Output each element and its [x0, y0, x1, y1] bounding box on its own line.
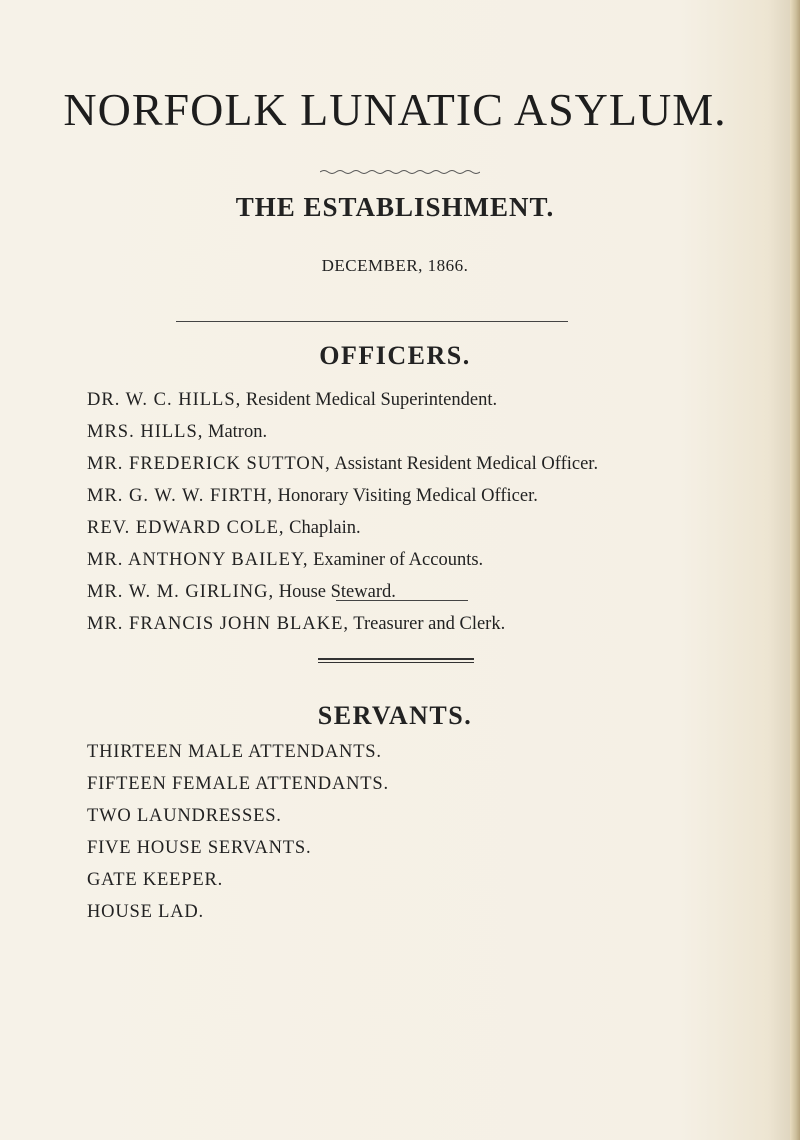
treasurer-role: Treasurer and Clerk.	[353, 614, 506, 634]
servant-item: HOUSE LAD.	[87, 902, 204, 922]
page-edge	[790, 0, 800, 1140]
officer-entry	[87, 484, 538, 508]
officer-name: REV. EDWARD COLE,	[87, 518, 285, 538]
treasurer-entry	[87, 612, 505, 636]
officer-entry	[87, 420, 267, 444]
officer-entry	[87, 548, 483, 572]
officer-entry	[87, 452, 598, 476]
document-title: NORFOLK LUNATIC ASYLUM.	[63, 84, 727, 135]
officer-name: MR. FREDERICK SUTTON,	[87, 454, 331, 474]
officers-heading: OFFICERS.	[319, 341, 471, 370]
officer-name: MR. ANTHONY BAILEY,	[87, 550, 309, 570]
short-divider	[336, 600, 468, 601]
servant-item: THIRTEEN MALE ATTENDANTS.	[87, 742, 382, 762]
servant-item: FIVE HOUSE SERVANTS.	[87, 838, 312, 858]
document-date: DECEMBER, 1866.	[321, 256, 469, 275]
servant-item: TWO LAUNDRESSES.	[87, 806, 282, 826]
officer-role: House Steward.	[278, 582, 396, 602]
wavy-divider	[320, 168, 480, 176]
double-divider	[318, 658, 474, 663]
officer-entry	[87, 516, 361, 540]
servant-item: GATE KEEPER.	[87, 870, 224, 890]
officer-name: MRS. HILLS,	[87, 422, 204, 442]
servants-heading: SERVANTS.	[317, 701, 473, 730]
officer-role: Assistant Resident Medical Officer.	[334, 454, 599, 474]
establishment-subtitle: THE ESTABLISHMENT.	[235, 192, 555, 222]
officer-role: Matron.	[208, 422, 268, 442]
treasurer-name: MR. FRANCIS JOHN BLAKE,	[87, 614, 349, 634]
servant-item: FIFTEEN FEMALE ATTENDANTS.	[87, 774, 389, 794]
officer-name: DR. W. C. HILLS,	[87, 390, 242, 410]
officer-role: Resident Medical Superintendent.	[245, 390, 498, 410]
section-divider	[176, 321, 568, 322]
officer-name: MR. G. W. W. FIRTH,	[87, 486, 273, 506]
officer-role: Examiner of Accounts.	[313, 550, 484, 570]
officer-entry	[87, 388, 497, 412]
officer-name: MR. W. M. GIRLING,	[87, 582, 275, 602]
officer-role: Honorary Visiting Medical Officer.	[277, 486, 538, 506]
officer-role: Chaplain.	[289, 518, 361, 538]
